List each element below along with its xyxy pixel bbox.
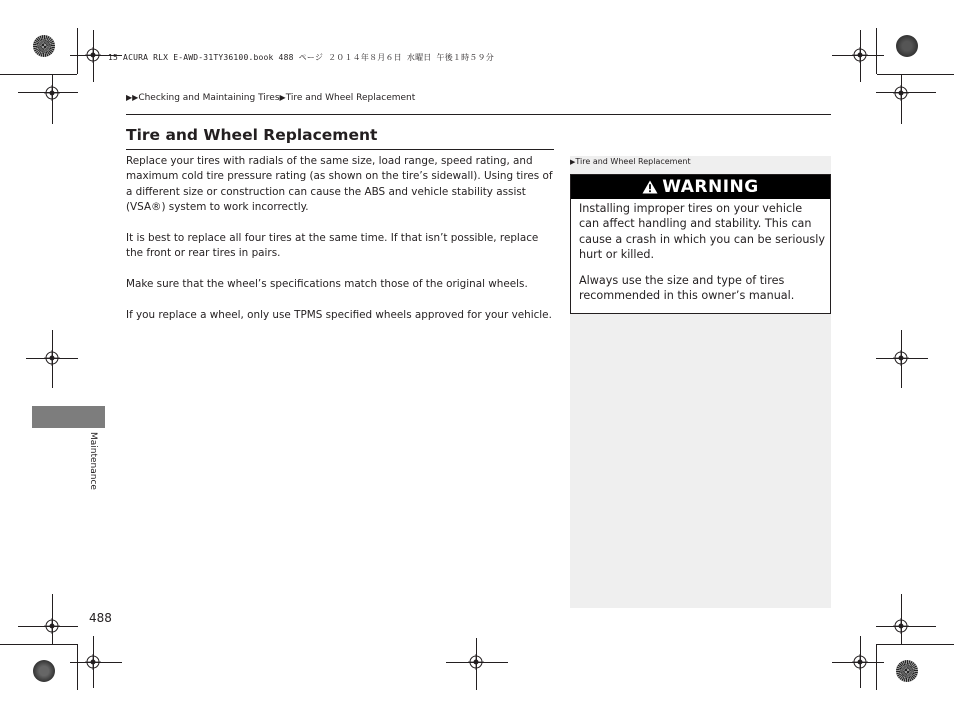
color-rosette-icon bbox=[896, 660, 918, 682]
registration-target-icon bbox=[468, 654, 484, 670]
print-job-header: 15 ACURA RLX E-AWD-31TY36100.book 488 ページ ２０１４年８月６日 水曜日 午後１時５９分 bbox=[108, 53, 494, 62]
registration-target-icon bbox=[44, 350, 60, 366]
breadcrumb bbox=[126, 93, 415, 103]
warning-paragraph: Always use the size and type of tires recommended in this owner’s manual. bbox=[579, 274, 795, 303]
warning-banner bbox=[571, 175, 830, 199]
registration-target-icon bbox=[852, 47, 868, 63]
side-note-marker: ▶ bbox=[570, 158, 576, 166]
color-rosette-icon bbox=[896, 35, 918, 57]
title-underline bbox=[126, 149, 554, 150]
color-rosette-icon bbox=[33, 660, 55, 682]
breadcrumb-separator: ▶ bbox=[279, 93, 286, 102]
body-paragraph: It is best to replace all four tires at the same time. If that isn’t possible, replace the front or rear tires in pairs. bbox=[126, 232, 539, 260]
side-note-heading-text: Tire and Wheel Replacement bbox=[575, 157, 691, 166]
section-tab[interactable] bbox=[32, 406, 105, 428]
header-divider bbox=[126, 114, 831, 115]
breadcrumb-link-checking-tires[interactable]: Checking and Maintaining Tires bbox=[138, 93, 280, 103]
registration-target-icon bbox=[44, 618, 60, 634]
section-label: Maintenance bbox=[88, 432, 98, 490]
breadcrumb-marker: ▶▶ bbox=[126, 93, 139, 102]
body-paragraph: If you replace a wheel, only use TPMS specified wheels approved for your vehicle. bbox=[126, 309, 552, 321]
registration-target-icon bbox=[85, 654, 101, 670]
color-rosette-icon bbox=[33, 35, 55, 57]
registration-target-icon bbox=[85, 47, 101, 63]
warning-paragraph: Installing improper tires on your vehicle can affect handling and stability. This can cause a crash in which you can be seriously hurt or killed. bbox=[579, 202, 825, 262]
registration-target-icon bbox=[893, 618, 909, 634]
page-number: 488 bbox=[89, 611, 112, 625]
body-paragraph: Replace your tires with radials of the same size, load range, speed rating, and maximum cold tire pressure rating (as shown on the tire’s sidewall). Using tires of a different size or construction can cause the ABS and vehicle stability assist (VSA®) system to work incorrectly. bbox=[126, 155, 553, 214]
breadcrumb-current: Tire and Wheel Replacement bbox=[285, 93, 416, 103]
page-title: Tire and Wheel Replacement bbox=[126, 126, 378, 144]
registration-target-icon bbox=[852, 654, 868, 670]
registration-target-icon bbox=[893, 85, 909, 101]
registration-target-icon bbox=[44, 85, 60, 101]
warning-label: WARNING bbox=[662, 177, 759, 197]
registration-target-icon bbox=[893, 350, 909, 366]
warning-triangle-icon bbox=[642, 180, 658, 194]
body-paragraph: Make sure that the wheel’s specifications match those of the original wheels. bbox=[126, 278, 528, 290]
side-note-heading bbox=[570, 156, 831, 169]
